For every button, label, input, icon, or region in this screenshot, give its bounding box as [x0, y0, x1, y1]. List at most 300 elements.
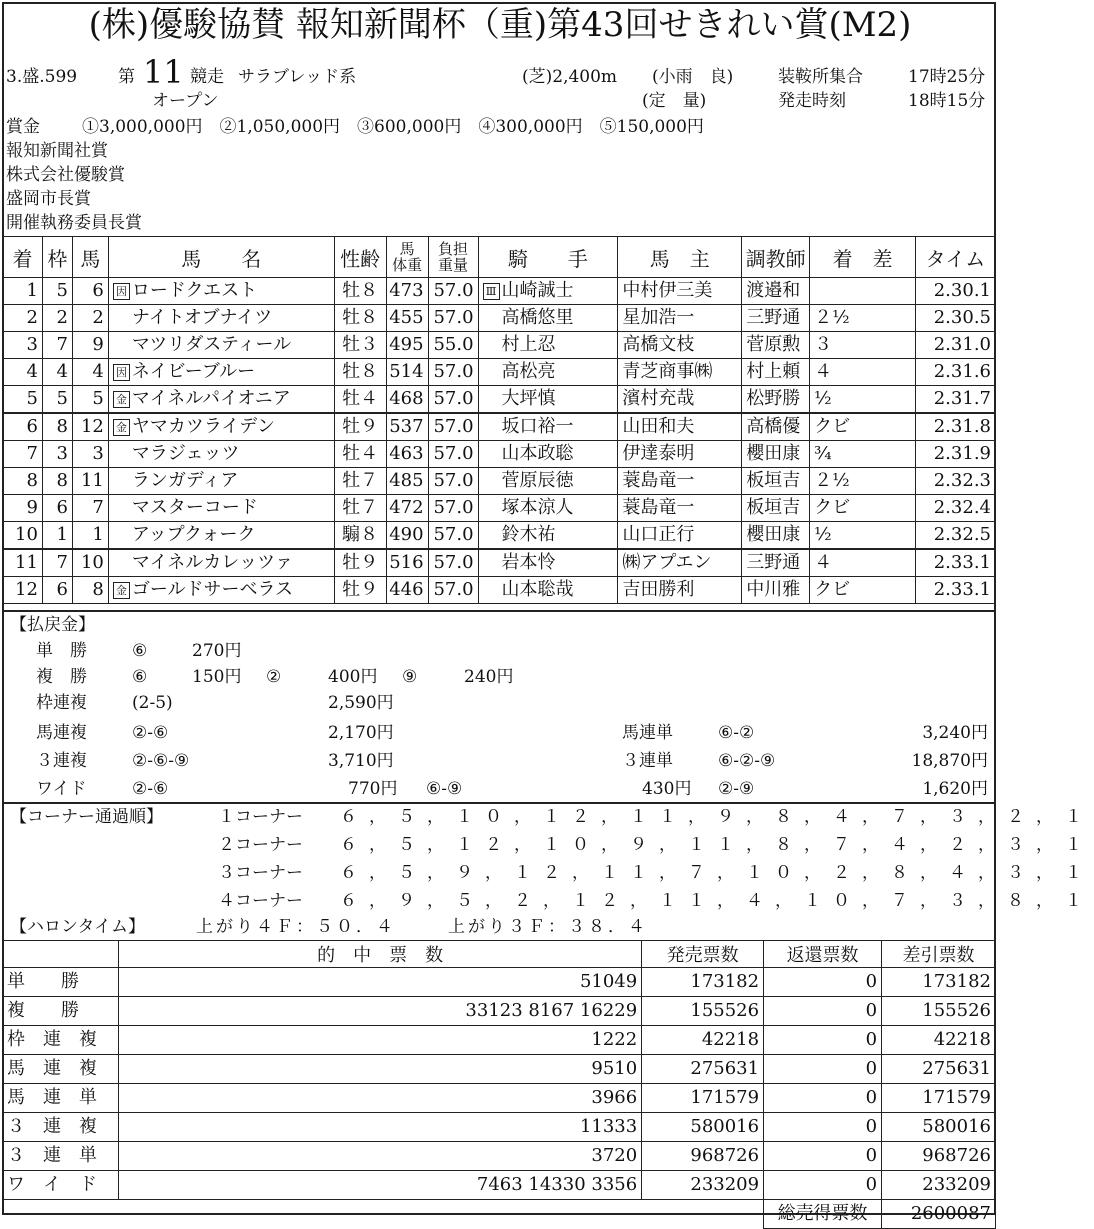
- fukusho-amount-1: 150円: [192, 667, 242, 687]
- horse-number: 9: [72, 332, 108, 359]
- vote-hit-header: 的 中 票 数: [118, 941, 641, 968]
- result-row: [3, 468, 996, 495]
- jockey-class-mark: [483, 555, 500, 572]
- jockey-cell: [478, 441, 618, 468]
- corner-label: 【コーナー通過順】: [10, 807, 163, 827]
- jockey-class-mark: [483, 473, 500, 490]
- bracket-number: 2: [42, 305, 72, 332]
- vote-row: [3, 1113, 996, 1142]
- vote-hit: 3966: [118, 1084, 641, 1113]
- tansho-label: 単 勝: [36, 641, 87, 661]
- jockey-name: 岩本怜: [501, 552, 556, 573]
- finish-margin: ２½: [810, 468, 916, 495]
- jockey-cell: [478, 468, 618, 495]
- vote-net: 275631: [882, 1055, 996, 1084]
- wide-amount-1: 770円: [348, 779, 398, 799]
- wakuren-amount: 2,590円: [328, 693, 394, 713]
- award-1: 報知新聞社賞: [6, 141, 108, 161]
- vote-net: 233209: [882, 1171, 996, 1200]
- burden-weight: 57.0: [428, 522, 478, 550]
- corner-2-order: ６，５，１２，１０，９，１１，８，７，４，２，３，１: [340, 835, 1094, 855]
- vote-sold: 233209: [642, 1171, 764, 1200]
- horse-origin-mark: [113, 555, 130, 572]
- jockey-name: 菅原辰徳: [501, 470, 574, 491]
- umatan-amount: 3,240円: [922, 723, 988, 743]
- corner-4-name: ４コーナー: [218, 891, 303, 911]
- horse-weight: 468: [386, 386, 428, 414]
- total-spacer: [3, 1200, 764, 1229]
- award-3: 盛岡市長賞: [6, 189, 91, 209]
- horse-name: マラジェッツ: [131, 443, 240, 464]
- fukusho-combo-2: ②: [266, 667, 282, 687]
- trainer-name: 三野通: [742, 305, 810, 332]
- horse-weight: 463: [386, 441, 428, 468]
- vote-refund: 0: [764, 1142, 882, 1171]
- sex-age: 牡８: [334, 278, 386, 305]
- vote-kind: 複 勝: [3, 997, 119, 1026]
- bracket-number: 5: [42, 278, 72, 305]
- jockey-cell: [478, 413, 618, 441]
- furlong-last3: 上がり３Ｆ：３８．４: [448, 917, 648, 937]
- trainer-name: 櫻田康: [742, 441, 810, 468]
- vote-sold: 580016: [642, 1113, 764, 1142]
- burden-weight: 57.0: [428, 386, 478, 414]
- vote-refund: 0: [764, 968, 882, 997]
- horse-name: マイネルパイオニア: [131, 388, 291, 409]
- burden-weight: 57.0: [428, 549, 478, 577]
- race-breed: サラブレッド系: [238, 67, 357, 87]
- jockey-cell: [478, 549, 618, 577]
- sex-age: 牡３: [334, 332, 386, 359]
- col-name-header: 馬 名: [108, 237, 334, 278]
- wakuren-label: 枠連複: [36, 693, 87, 713]
- horse-number: 6: [72, 278, 108, 305]
- prize-label: 賞金: [6, 117, 40, 137]
- col-margin-header: 着 差: [810, 237, 916, 278]
- finish-position: 10: [3, 522, 43, 550]
- corner-divider: [2, 802, 996, 804]
- vote-refund: 0: [764, 1113, 882, 1142]
- vote-hit: 1222: [118, 1026, 641, 1055]
- horse-name: アップクォーク: [131, 524, 256, 545]
- jockey-name: 高松亮: [501, 361, 556, 382]
- owner-name: 星加浩一: [618, 305, 742, 332]
- horse-name-cell: [108, 549, 334, 577]
- bracket-number: 5: [42, 386, 72, 414]
- result-row: [3, 305, 996, 332]
- result-row: [3, 359, 996, 386]
- vote-kind: ３ 連 単: [3, 1142, 119, 1171]
- payout-divider: [2, 610, 996, 612]
- finish-margin: ２½: [810, 305, 916, 332]
- bracket-number: 6: [42, 577, 72, 604]
- bracket-number: 4: [42, 359, 72, 386]
- finish-margin: クビ: [810, 577, 916, 604]
- horse-weight: 537: [386, 413, 428, 441]
- horse-name-cell: [108, 359, 334, 386]
- finish-time: 2.32.5: [915, 522, 995, 550]
- burden-weight: 57.0: [428, 577, 478, 604]
- sanrentan-combo: ⑥-②-⑨: [718, 751, 776, 771]
- horse-name-cell: [108, 278, 334, 305]
- finish-time: 2.31.9: [915, 441, 995, 468]
- finish-margin: ４: [810, 549, 916, 577]
- finish-time: 2.31.7: [915, 386, 995, 414]
- vote-kind: 単 勝: [3, 968, 119, 997]
- results-table: [2, 236, 996, 604]
- horse-weight: 514: [386, 359, 428, 386]
- owner-name: 吉田勝利: [618, 577, 742, 604]
- finish-margin: [810, 278, 916, 305]
- horse-name: ロードクエスト: [131, 280, 258, 301]
- jockey-name: 高橋悠里: [501, 307, 574, 328]
- vote-hit: 9510: [118, 1055, 641, 1084]
- finish-time: 2.32.4: [915, 495, 995, 522]
- jockey-name: 鈴木祐: [501, 524, 556, 545]
- trainer-name: 三野通: [742, 549, 810, 577]
- result-row: [3, 522, 996, 550]
- horse-origin-mark: [113, 310, 130, 327]
- sanrenpuku-amount: 3,710円: [328, 751, 394, 771]
- horse-name: ナイトオブナイツ: [131, 307, 273, 328]
- vote-net: 171579: [882, 1084, 996, 1113]
- trainer-name: 村上頼: [742, 359, 810, 386]
- finish-time: 2.31.8: [915, 413, 995, 441]
- vote-sold: 42218: [642, 1026, 764, 1055]
- race-weather: (小雨 良): [652, 67, 734, 87]
- finish-time: 2.32.3: [915, 468, 995, 495]
- finish-position: 5: [3, 386, 43, 414]
- owner-name: 中村伊三美: [618, 278, 742, 305]
- horse-weight: 472: [386, 495, 428, 522]
- col-pos-header: 着: [3, 237, 43, 278]
- horse-weight: 516: [386, 549, 428, 577]
- prize-list: ①3,000,000円 ②1,050,000円 ③600,000円 ④300,000円 ⑤150,000円: [82, 117, 704, 137]
- col-weight-header: 馬 体重: [386, 237, 428, 278]
- jockey-cell: [478, 359, 618, 386]
- horse-name-cell: [108, 413, 334, 441]
- trainer-name: 菅原勲: [742, 332, 810, 359]
- wide-combo-3: ②-⑨: [718, 779, 755, 799]
- owner-name: 蓑島竜一: [618, 468, 742, 495]
- total-value: 2600087: [882, 1200, 996, 1229]
- umatan-label: 馬連単: [622, 723, 673, 743]
- jockey-class-mark: [483, 500, 500, 517]
- trainer-name: 渡邉和: [742, 278, 810, 305]
- vote-net: 580016: [882, 1113, 996, 1142]
- burden-weight: 55.0: [428, 332, 478, 359]
- trainer-name: 櫻田康: [742, 522, 810, 550]
- fukusho-label: 複 勝: [36, 667, 87, 687]
- sanrenpuku-label: ３連複: [36, 751, 87, 771]
- horse-name-cell: [108, 386, 334, 414]
- finish-position: 11: [3, 549, 43, 577]
- jockey-name: 塚本涼人: [501, 497, 574, 518]
- owner-name: 蓑島竜一: [618, 495, 742, 522]
- jockey-class-mark: [483, 582, 500, 599]
- wide-amount-3: 1,620円: [922, 779, 988, 799]
- finish-margin: ½: [810, 522, 916, 550]
- jockey-name: 村上忍: [501, 334, 556, 355]
- horse-number: 7: [72, 495, 108, 522]
- sex-age: 牡４: [334, 386, 386, 414]
- horse-number: 1: [72, 522, 108, 550]
- horse-weight: 446: [386, 577, 428, 604]
- jockey-cell: [478, 577, 618, 604]
- vote-net: 968726: [882, 1142, 996, 1171]
- vote-net-header: 差引票数: [882, 941, 996, 968]
- vote-kind: 枠 連 複: [3, 1026, 119, 1055]
- jockey-cell: [478, 495, 618, 522]
- paddock-time: 17時25分: [908, 67, 986, 87]
- corner-3-name: ３コーナー: [218, 863, 303, 883]
- horse-name-cell: [108, 305, 334, 332]
- horse-weight: 495: [386, 332, 428, 359]
- vote-kind: 馬 連 複: [3, 1055, 119, 1084]
- owner-name: 濱村充哉: [618, 386, 742, 414]
- vote-refund: 0: [764, 1055, 882, 1084]
- finish-margin: クビ: [810, 495, 916, 522]
- jockey-class-mark: [483, 337, 500, 354]
- vote-sold: 155526: [642, 997, 764, 1026]
- horse-name-cell: [108, 332, 334, 359]
- col-uma-header: 馬: [72, 237, 108, 278]
- race-dai: 第: [118, 67, 135, 87]
- result-row: [3, 549, 996, 577]
- horse-weight: 485: [386, 468, 428, 495]
- vote-kind: ３ 連 複: [3, 1113, 119, 1142]
- race-kyoso: 競走: [190, 67, 224, 87]
- wide-combo-1: ②-⑥: [132, 779, 169, 799]
- jockey-name: 山本聡哉: [501, 579, 574, 600]
- horse-origin-mark: 金: [113, 419, 130, 436]
- horse-name: マスターコード: [131, 497, 258, 518]
- horse-name-cell: [108, 441, 334, 468]
- horse-origin-mark: 金: [113, 582, 130, 599]
- vote-row: [3, 997, 996, 1026]
- umatan-combo: ⑥-②: [718, 723, 755, 743]
- vote-sold: 275631: [642, 1055, 764, 1084]
- col-waku-header: 枠: [42, 237, 72, 278]
- furlong-label: 【ハロンタイム】: [10, 917, 145, 937]
- col-trainer-header: 調教師: [742, 237, 810, 278]
- horse-name-cell: [108, 522, 334, 550]
- owner-name: 青芝商事㈱: [618, 359, 742, 386]
- jockey-class-mark: [483, 419, 500, 436]
- owner-name: 山口正行: [618, 522, 742, 550]
- payout-label: 【払戻金】: [10, 615, 95, 635]
- bracket-number: 8: [42, 413, 72, 441]
- vote-row: [3, 968, 996, 997]
- result-row: [3, 441, 996, 468]
- race-number: 11: [143, 53, 184, 91]
- finish-position: 8: [3, 468, 43, 495]
- result-row: [3, 495, 996, 522]
- votes-table: [2, 940, 996, 1229]
- finish-position: 4: [3, 359, 43, 386]
- vote-refund: 0: [764, 1171, 882, 1200]
- furlong-last4: 上がり４Ｆ：５０．４: [196, 917, 396, 937]
- umaren-combo: ②-⑥: [132, 723, 169, 743]
- horse-origin-mark: 因: [113, 283, 130, 300]
- umaren-amount: 2,170円: [328, 723, 394, 743]
- sanrenpuku-combo: ②-⑥-⑨: [132, 751, 190, 771]
- horse-name-cell: [108, 577, 334, 604]
- horse-number: 8: [72, 577, 108, 604]
- horse-weight: 473: [386, 278, 428, 305]
- tansho-combo: ⑥: [132, 641, 148, 661]
- sanrentan-amount: 18,870円: [911, 751, 988, 771]
- horse-number: 4: [72, 359, 108, 386]
- horse-number: 5: [72, 386, 108, 414]
- vote-refund-header: 返還票数: [764, 941, 882, 968]
- vote-row: [3, 1171, 996, 1200]
- horse-name: ゴールドサーベラス: [131, 579, 293, 600]
- burden-weight: 57.0: [428, 468, 478, 495]
- jockey-class-mark: [483, 310, 500, 327]
- horse-origin-mark: [113, 337, 130, 354]
- jockey-cell: [478, 278, 618, 305]
- finish-time: 2.33.1: [915, 549, 995, 577]
- jockey-name: 山本政聡: [501, 443, 574, 464]
- wakuren-combo: (2-5): [132, 693, 173, 713]
- vote-kind: 馬 連 単: [3, 1084, 119, 1113]
- burden-weight: 57.0: [428, 495, 478, 522]
- vote-hit: 11333: [118, 1113, 641, 1142]
- vote-refund: 0: [764, 1026, 882, 1055]
- vote-row: [3, 1142, 996, 1171]
- bracket-number: 6: [42, 495, 72, 522]
- col-time-header: タイム: [915, 237, 995, 278]
- bracket-number: 7: [42, 332, 72, 359]
- vote-refund: 0: [764, 997, 882, 1026]
- finish-position: 9: [3, 495, 43, 522]
- wide-label: ワイド: [36, 779, 87, 799]
- horse-origin-mark: [113, 500, 130, 517]
- result-row: [3, 332, 996, 359]
- vote-net: 155526: [882, 997, 996, 1026]
- horse-number: 10: [72, 549, 108, 577]
- sex-age: 牡４: [334, 441, 386, 468]
- horse-name: マツリダスティール: [131, 334, 292, 355]
- horse-name: ヤマカツライデン: [131, 416, 275, 437]
- jockey-name: 大坪慎: [501, 388, 556, 409]
- vote-hit: 51049: [118, 968, 641, 997]
- finish-position: 2: [3, 305, 43, 332]
- corner-4-order: ６，９，５，２，１２，１１，４，１０，７，３，８，１: [340, 891, 1094, 911]
- jockey-cell: [478, 332, 618, 359]
- bracket-number: 8: [42, 468, 72, 495]
- result-row: [3, 386, 996, 414]
- col-owner-header: 馬 主: [618, 237, 742, 278]
- race-weight-rule: (定 量): [642, 91, 707, 111]
- finish-time: 2.31.0: [915, 332, 995, 359]
- award-4: 開催執務委員長賞: [6, 213, 142, 233]
- horse-origin-mark: [113, 473, 130, 490]
- sex-age: 牡７: [334, 468, 386, 495]
- horse-origin-mark: 金: [113, 391, 130, 408]
- total-row: [3, 1200, 996, 1229]
- wide-combo-2: ⑥-⑨: [426, 779, 463, 799]
- umaren-label: 馬連複: [36, 723, 87, 743]
- horse-name-cell: [108, 495, 334, 522]
- jockey-cell: [478, 305, 618, 332]
- horse-number: 12: [72, 413, 108, 441]
- vote-hit: 3720: [118, 1142, 641, 1171]
- horse-name: マイネルカレッツァ: [131, 552, 293, 573]
- vote-refund: 0: [764, 1084, 882, 1113]
- jockey-class-mark: [483, 446, 500, 463]
- finish-position: 7: [3, 441, 43, 468]
- vote-kind-header: [3, 941, 119, 968]
- burden-weight: 57.0: [428, 441, 478, 468]
- vote-row: [3, 1055, 996, 1084]
- result-row: [3, 577, 996, 604]
- start-time: 18時15分: [908, 91, 986, 111]
- total-label: 総売得票数: [764, 1200, 882, 1229]
- result-row: [3, 413, 996, 441]
- jockey-cell: [478, 386, 618, 414]
- vote-row: [3, 1084, 996, 1113]
- jockey-class-mark: [483, 527, 500, 544]
- race-code: 3.盛.599: [6, 67, 78, 87]
- horse-weight: 455: [386, 305, 428, 332]
- sex-age: 牡８: [334, 359, 386, 386]
- jockey-name: 坂口裕一: [501, 416, 574, 437]
- trainer-name: 松野勝: [742, 386, 810, 414]
- paddock-label: 装鞍所集合: [778, 67, 863, 87]
- burden-weight: 57.0: [428, 278, 478, 305]
- sanrentan-label: ３連単: [622, 751, 673, 771]
- finish-margin: クビ: [810, 413, 916, 441]
- burden-weight: 57.0: [428, 413, 478, 441]
- finish-position: 1: [3, 278, 43, 305]
- burden-weight: 57.0: [428, 359, 478, 386]
- bracket-number: 7: [42, 549, 72, 577]
- fukusho-amount-2: 400円: [328, 667, 378, 687]
- jockey-class-mark: [483, 364, 500, 381]
- vote-row: [3, 1026, 996, 1055]
- horse-name: ネイビーブルー: [131, 361, 256, 382]
- finish-time: 2.31.6: [915, 359, 995, 386]
- jockey-cell: [478, 522, 618, 550]
- tansho-amount: 270円: [192, 641, 242, 661]
- vote-net: 173182: [882, 968, 996, 997]
- sex-age: 牡９: [334, 549, 386, 577]
- finish-time: 2.30.1: [915, 278, 995, 305]
- corner-1-name: １コーナー: [218, 807, 303, 827]
- vote-hit: 33123 8167 16229: [118, 997, 641, 1026]
- horse-origin-mark: [113, 446, 130, 463]
- award-2: 株式会社優駿賞: [6, 165, 125, 185]
- corner-3-order: ６，５，９，１２，１１，７，１０，２，８，４，３，１: [340, 863, 1094, 883]
- owner-name: 山田和夫: [618, 413, 742, 441]
- race-course: (芝)2,400m: [522, 67, 618, 87]
- owner-name: 伊達泰明: [618, 441, 742, 468]
- sex-age: 牡９: [334, 413, 386, 441]
- finish-position: 12: [3, 577, 43, 604]
- race-title: (株)優駿協賛 報知新聞杯（重)第43回せきれい賞(M2): [88, 5, 912, 45]
- finish-position: 3: [3, 332, 43, 359]
- finish-margin: ４: [810, 359, 916, 386]
- horse-name-cell: [108, 468, 334, 495]
- trainer-name: 板垣吉: [742, 495, 810, 522]
- sex-age: 牡８: [334, 305, 386, 332]
- corner-2-name: ２コーナー: [218, 835, 303, 855]
- vote-sold: 968726: [642, 1142, 764, 1171]
- bracket-number: 3: [42, 441, 72, 468]
- jockey-name: 山崎誠士: [501, 280, 574, 301]
